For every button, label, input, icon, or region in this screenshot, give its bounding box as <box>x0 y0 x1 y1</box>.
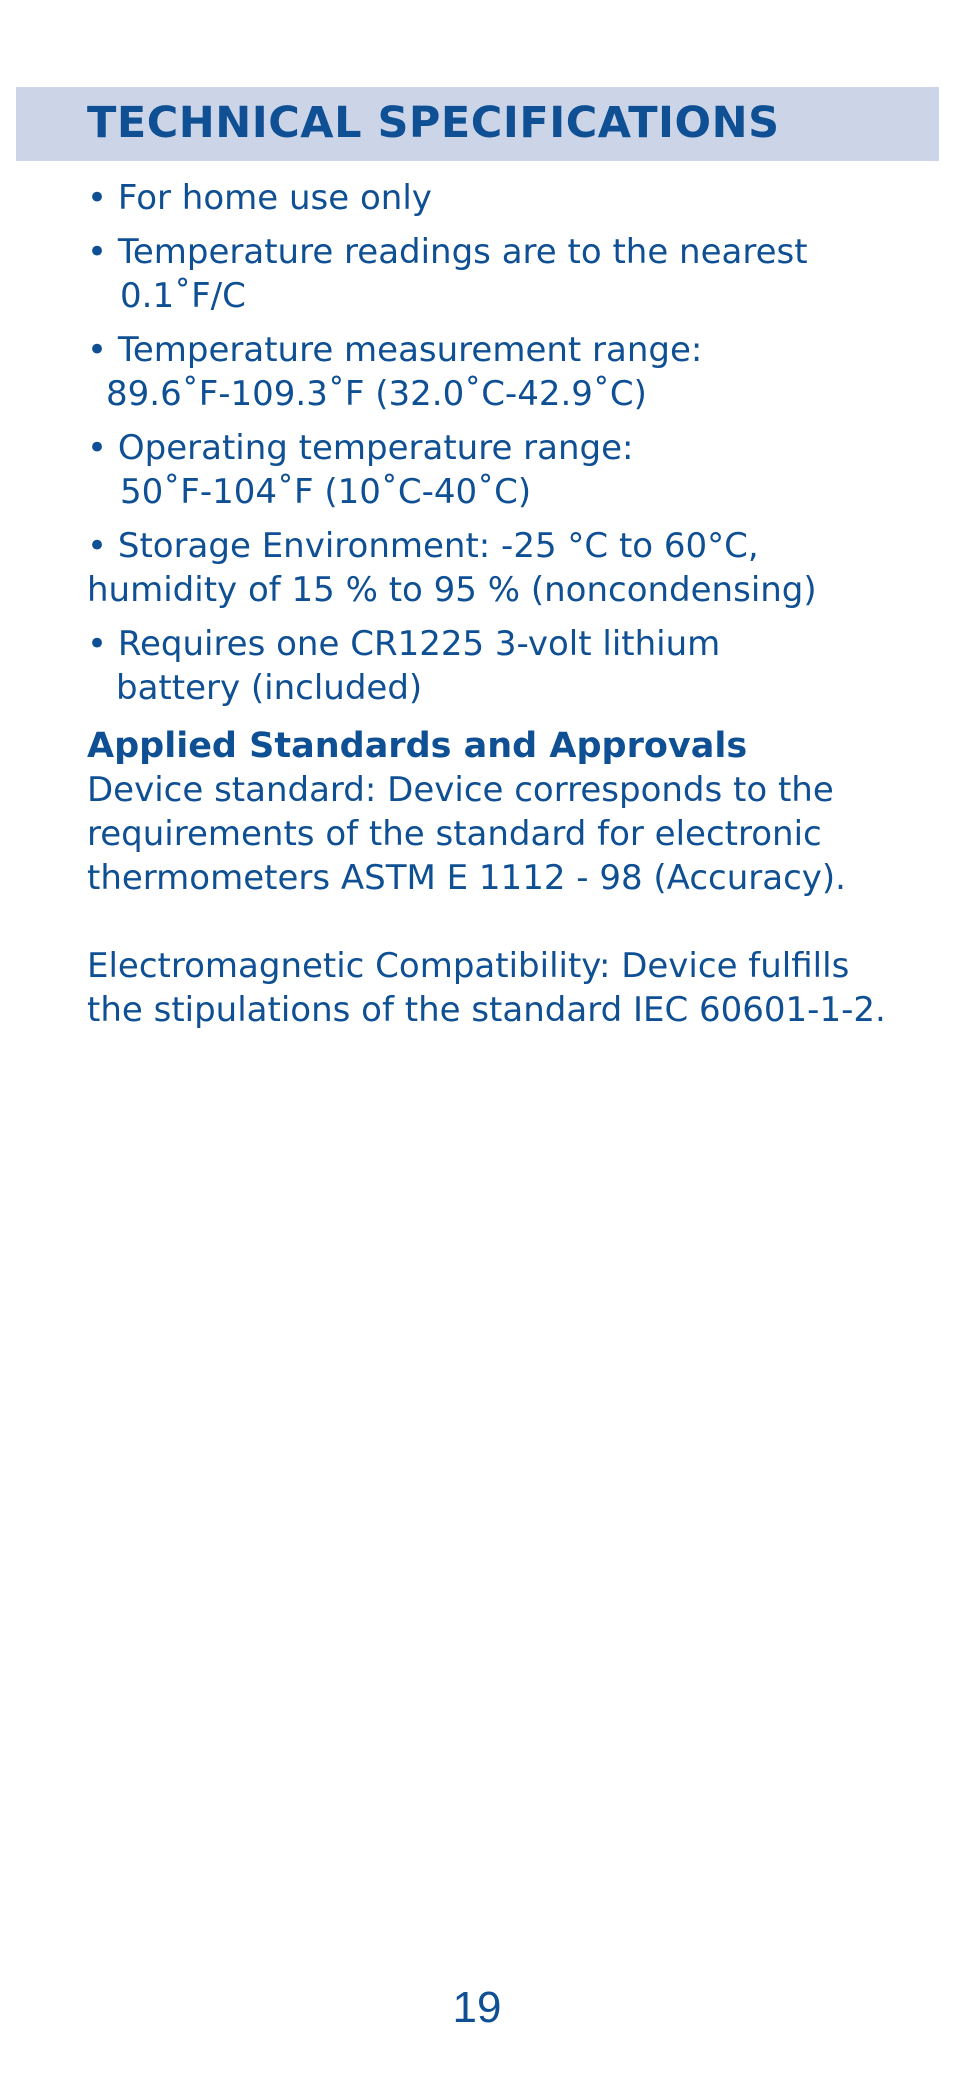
device-standard-paragraph <box>87 768 927 900</box>
paragraph-line: thermometers ASTM E 1112 - 98 (Accuracy). <box>87 858 846 898</box>
spec-item-reading-precision <box>87 230 927 318</box>
spec-line: • Temperature readings are to the nearest <box>87 232 808 272</box>
paragraph-line: requirements of the standard for electronic <box>87 814 822 854</box>
spec-line: • For home use only <box>87 178 432 218</box>
page-number: 19 <box>452 1983 502 2032</box>
page-title: TECHNICAL SPECIFICATIONS <box>87 98 780 148</box>
standards-section <box>87 724 927 1032</box>
spec-line: • Temperature measurement range: <box>87 330 703 370</box>
spec-item-battery <box>87 622 927 710</box>
spec-line: • Operating temperature range: <box>87 428 634 468</box>
spec-line: • Requires one CR1225 3-volt lithium <box>87 624 721 664</box>
spec-line: battery (included) <box>116 668 423 708</box>
spec-item-operating-range <box>87 426 927 514</box>
spec-line: 89.6˚F-109.3˚F (32.0˚C-42.9˚C) <box>106 374 647 414</box>
paragraph-line: Electromagnetic Compatibility: Device fulfills <box>87 946 850 986</box>
spec-line: humidity of 15 % to 95 % (noncondensing) <box>87 570 817 610</box>
spec-line: 50˚F-104˚F (10˚C-40˚C) <box>120 472 532 512</box>
paragraph-spacer <box>87 900 927 944</box>
spec-item-home-use <box>87 176 927 220</box>
spec-item-storage-environment <box>87 524 927 612</box>
paragraph-line: the stipulations of the standard IEC 60601-1-2. <box>87 990 886 1030</box>
spec-item-measurement-range <box>87 328 927 416</box>
paragraph-line: Device standard: Device corresponds to the <box>87 770 834 810</box>
spec-line: • Storage Environment: -25 °C to 60°C, <box>87 526 759 566</box>
emc-paragraph <box>87 944 927 1032</box>
standards-heading: Applied Standards and Approvals <box>87 726 748 766</box>
spec-line: 0.1˚F/C <box>120 276 246 316</box>
spec-list <box>87 176 927 720</box>
